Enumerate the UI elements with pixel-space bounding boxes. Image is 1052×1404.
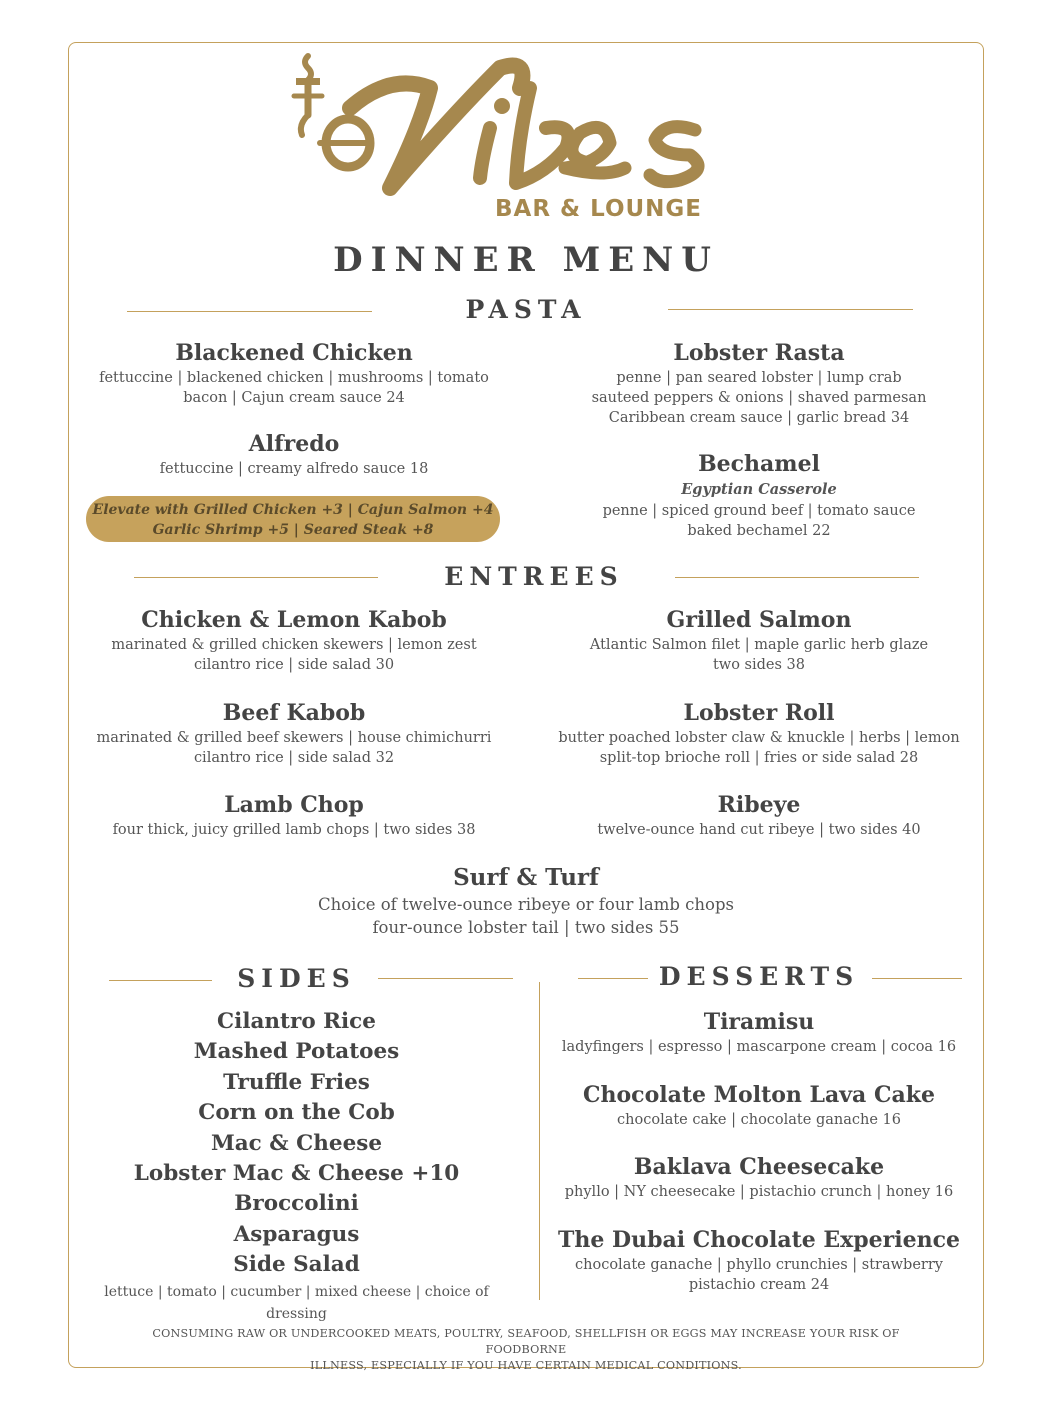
item-name: The Dubai Chocolate Experience [557,1227,961,1253]
item-name: Lobster Roll [683,700,835,726]
menu-item-grilled-salmon [545,605,973,675]
item-name: Bechamel [698,451,820,477]
item-desc: four-ounce lobster tail | two sides 55 [372,918,680,937]
item-name: Blackened Chicken [175,340,413,366]
item-name: Chicken & Lemon Kabob [141,607,447,633]
entrees-rule-right [675,577,919,578]
item-desc: fettuccine | blackened chicken | mushrooms | tomato [99,370,489,386]
dessert-lava-cake [545,1080,973,1130]
desserts-title: DESSERTS [658,962,860,991]
desserts-rule-right [872,978,962,979]
item-desc: penne | spiced ground beef | tomato sauce [602,503,916,519]
menu-item-lobster-roll [545,698,973,768]
item-desc: penne | pan seared lobster | lump crab [616,370,902,386]
item-desc: twelve-ounce hand cut ribeye | two sides 40 [597,822,921,838]
item-desc: fettuccine | creamy alfredo sauce 18 [159,461,429,477]
menu-item-surf-turf [226,863,826,939]
item-desc: chocolate cake | chocolate ganache 16 [617,1112,901,1128]
item-desc: phyllo | NY cheesecake | pistachio crunch | honey 16 [564,1184,954,1200]
side-item: Lobster Mac & Cheese +10 [133,1161,460,1187]
disclaimer-line: CONSUMING RAW OR UNDERCOOKED MEATS, POULTRY, SEAFOOD, SHELLFISH OR EGGS MAY INCREASE YOUR RISK OF FOODBORNE [152,1327,900,1356]
addons-line: Elevate with Grilled Chicken +3 | Cajun Salmon +4 [92,502,494,518]
item-name: Chocolate Molton Lava Cake [583,1082,935,1108]
logo-subtitle: BAR & LOUNGE [495,196,703,222]
menu-item-blackened-chicken [80,338,508,408]
item-desc: bacon | Cajun cream sauce 24 [183,390,405,406]
column-divider [539,982,540,1300]
item-desc: sauteed peppers & onions | shaved parmesan [591,390,927,406]
item-name: Beef Kabob [222,700,366,726]
dessert-baklava-cheesecake [545,1152,973,1202]
side-item: Broccolini [234,1191,359,1217]
dessert-tiramisu [545,1007,973,1057]
menu-item-chicken-lemon-kabob [80,605,508,675]
pasta-title: PASTA [465,295,587,324]
vibes-logo [290,48,740,198]
menu-item-bechamel [545,449,973,541]
sides-list [80,1007,513,1325]
menu-item-ribeye [545,790,973,840]
menu-item-lobster-rasta [545,338,973,428]
food-safety-disclaimer [120,1326,932,1374]
item-desc: butter poached lobster claw & knuckle | herbs | lemon [558,730,960,746]
pasta-addons-banner [86,496,500,542]
item-desc: marinated & grilled chicken skewers | lemon zest [111,637,477,653]
item-desc: cilantro rice | side salad 32 [193,750,395,766]
item-desc: two sides 38 [712,657,806,673]
menu-title: DINNER MENU [333,240,719,280]
item-desc: ladyfingers | espresso | mascarpone cream | cocoa 16 [561,1039,957,1055]
menu-item-beef-kabob [80,698,508,768]
disclaimer-line: ILLNESS, ESPECIALLY IF YOU HAVE CERTAIN MEDICAL CONDITIONS. [310,1359,742,1372]
menu-item-lamb-chop [80,790,508,840]
item-name: Ribeye [717,792,801,818]
item-name: Alfredo [248,431,340,457]
side-item: Side Salad [233,1252,360,1278]
side-item: Cilantro Rice [217,1009,376,1034]
side-item: Asparagus [233,1221,360,1247]
pasta-rule-right [668,309,913,310]
item-desc: Choice of twelve-ounce ribeye or four lamb chops [318,895,734,914]
side-salad-desc: lettuce | tomato | cucumber | mixed cheese | choice of dressing [104,1283,489,1322]
item-name: Lamb Chop [224,792,364,818]
sides-title: SIDES [237,964,356,993]
item-desc: Atlantic Salmon filet | maple garlic herb glaze [589,637,929,653]
side-item: Truffle Fries [223,1069,370,1095]
side-item: Corn on the Cob [198,1100,395,1126]
item-desc: baked bechamel 22 [687,523,831,539]
menu-item-alfredo [80,429,508,479]
item-name: Surf & Turf [453,864,599,891]
item-name: Baklava Cheesecake [633,1154,885,1180]
item-name: Lobster Rasta [673,340,845,366]
side-item: Mac & Cheese [210,1130,383,1156]
addons-line: Garlic Shrimp +5 | Seared Steak +8 [152,522,434,538]
side-item: Mashed Potatoes [193,1039,400,1065]
item-name: Tiramisu [703,1009,815,1035]
item-desc: four thick, juicy grilled lamb chops | two sides 38 [112,822,476,838]
item-desc: cilantro rice | side salad 30 [193,657,395,673]
item-subtitle: Egyptian Casserole [681,481,837,498]
dessert-dubai-chocolate [545,1225,973,1295]
item-desc: chocolate ganache | phyllo crunchies | strawberry [575,1257,943,1273]
item-desc: marinated & grilled beef skewers | house chimichurri [96,730,492,746]
item-name: Grilled Salmon [666,607,852,633]
item-desc: Caribbean cream sauce | garlic bread 34 [608,410,910,426]
sides-rule-right [378,978,513,979]
entrees-title: ENTREES [444,562,624,591]
item-desc: split-top brioche roll | fries or side salad 28 [599,750,919,766]
item-desc: pistachio cream 24 [688,1277,830,1293]
